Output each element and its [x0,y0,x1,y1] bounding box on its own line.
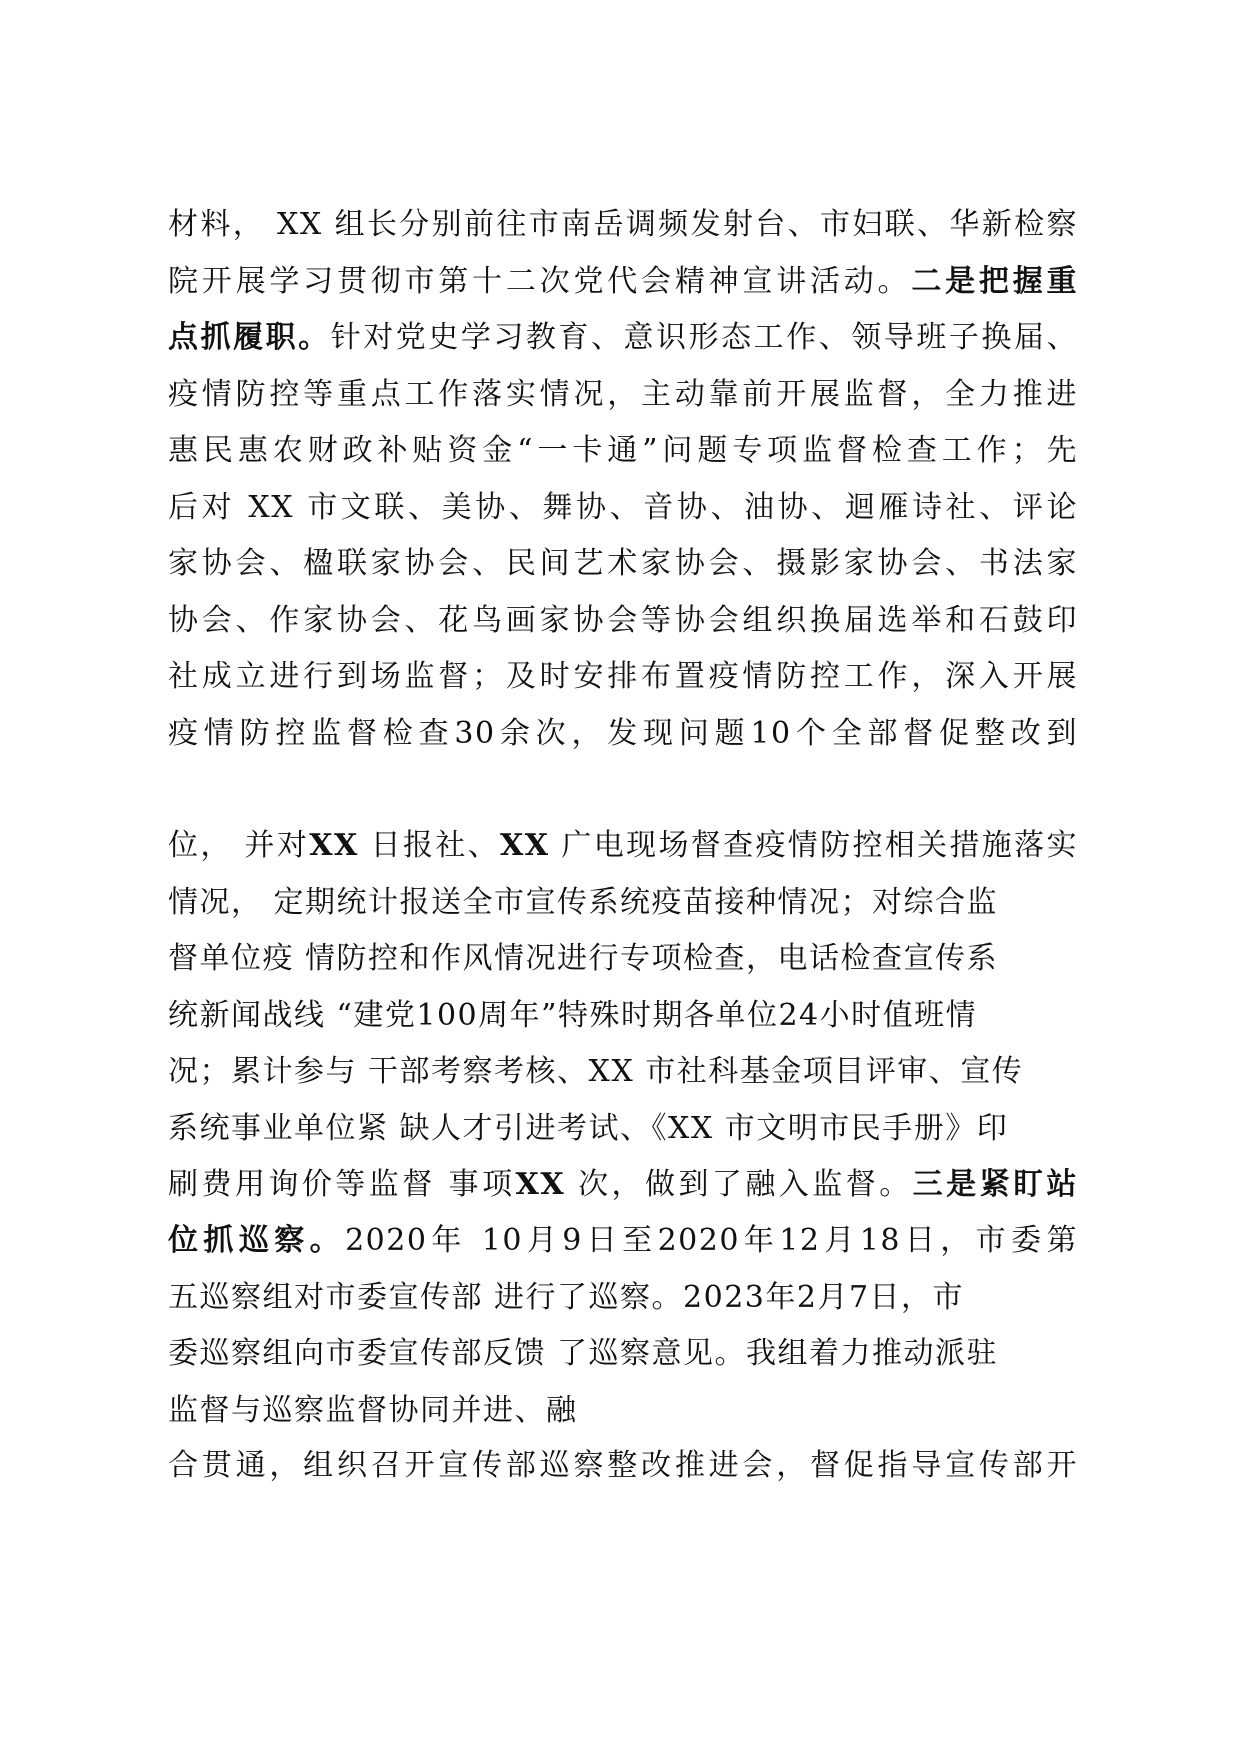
text-segment: 协会、作家协会、花鸟画家协会等协会组织换届选举和石鼓印 [168,603,1078,638]
body-line-15 [168,996,1078,1036]
body-line-1 [168,205,1078,245]
text-segment: 院开展学习贯彻市第十二次党代会精神宣讲活动。 [168,264,912,299]
text-segment-bold: 二是把握重 [911,264,1079,299]
body-line-19 [168,1221,1078,1261]
body-line-6 [168,488,1078,528]
body-line-9 [168,657,1078,697]
body-line-20 [168,1278,1078,1318]
text-segment-bold: 点抓履职。 [168,320,331,355]
body-line-7 [168,544,1078,584]
body-line-21 [168,1334,1078,1374]
text-segment: 次，做到了融入监督。 [565,1167,913,1202]
text-segment-bold: 位抓巡察。 [168,1223,346,1258]
text-segment: 家协会、楹联家协会、民间艺术家协会、摄影家协会、书法家 [168,546,1078,581]
text-segment: 针对党史学习教育、意识形态工作、领导班子换届、 [330,320,1079,355]
text-segment: 惠民惠农财政补贴资金“一卡通”问题专项监督检查工作；先 [168,433,1078,468]
text-segment: 督单位疫 情防控和作风情况进行专项检查，电话检查宣传系 [168,941,999,976]
text-segment: 统新闻战线 “建党100周年”特殊时期各单位24小时值班情 [168,998,978,1033]
text-segment: 日报社、 [358,828,500,863]
body-line-3 [168,318,1078,358]
text-segment: 合贯通，组织召开宣传部巡察整改推进会，督促指导宣传部开 [168,1448,1078,1483]
body-line-16 [168,1052,1078,1092]
text-segment: 委巡察组向市委宣传部反馈 了巡察意见。我组着力推动派驻 [168,1336,999,1371]
text-segment: 监督与巡察监督协同并进、融 [168,1393,578,1428]
text-segment: 系统事业单位紧 缺人才引进考试、《XX 市文明市民手册》印 [168,1111,1009,1146]
body-line-22 [168,1391,1078,1431]
text-segment-bold: XX [500,828,550,863]
text-segment: 后对 XX 市文联、美协、舞协、音协、油协、迴雁诗社、评论 [168,490,1078,525]
body-line-2 [168,262,1078,302]
text-segment: 刷费用询价等监督 事项 [168,1167,516,1202]
body-line-18 [168,1165,1078,1205]
text-segment-bold: XX [309,828,359,863]
body-line-10 [168,714,1078,754]
text-segment: 情况， 定期统计报送全市宣传系统疫苗接种情况；对综合监 [168,885,999,920]
text-segment: 材料， XX 组长分别前往市南岳调频发射台、市妇联、华新检察 [168,207,1078,242]
body-line-14 [168,939,1078,979]
text-segment: 社成立进行到场监督；及时安排布置疫情防控工作，深入开展 [168,659,1078,694]
text-segment: 五巡察组对市委宣传部 进行了巡察。2023年2月7日，市 [168,1280,965,1315]
body-line-17 [168,1109,1078,1149]
text-segment: 疫情防控等重点工作落实情况，主动靠前开展监督，全力推进 [168,377,1078,412]
text-segment-bold: XX [515,1167,566,1202]
text-segment: 位， 并对 [168,828,310,863]
text-segment-bold: 三是紧盯站 [912,1167,1078,1202]
text-segment: 2020年 10月9日至2020年12月18日，市委第 [345,1223,1079,1258]
body-line-12 [168,826,1078,866]
text-segment: 疫情防控监督检查30余次，发现问题10个全部督促整改到 [168,716,1078,751]
body-line-23 [168,1446,1078,1486]
body-line-5 [168,431,1078,471]
text-segment: 况；累计参与 干部考察考核、XX 市社科基金项目评审、宣传 [168,1054,1024,1089]
text-segment: 广电现场督查疫情防控相关措施落实 [549,828,1078,863]
body-line-4 [168,375,1078,415]
body-line-8 [168,601,1078,641]
body-line-13 [168,883,1078,923]
